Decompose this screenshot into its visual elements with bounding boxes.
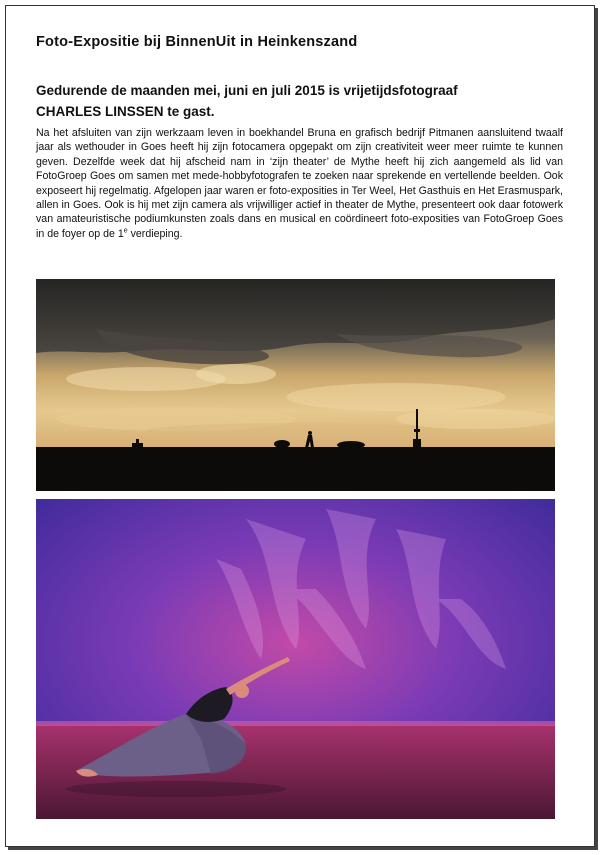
- body-superscript: e: [123, 227, 128, 235]
- page-title: Foto-Expositie bij BinnenUit in Heinkenszand: [36, 34, 358, 50]
- subheading-line-1: Gedurende de maanden mei, juni en juli 2015 is vrijetijdsfotograaf: [36, 83, 458, 98]
- landscape-image: [36, 279, 555, 491]
- body-paragraph: [36, 126, 563, 241]
- subheading: [36, 80, 556, 122]
- body-text-main: Na het afsluiten van zijn werkzaam leven in boekhandel Bruna en grafisch bedrijf Pitmanen aansluitend twaalf jaar als wethouder in Goes heeft hij zijn fotocamera opgepakt om zijn creativiteit weer meer ruimte te kunnen geven. Dezelfde week dat hij afscheid nam in ‘zijn theater’ de Mythe heeft hij zich aangemeld als lid van FotoGroep Goes om samen met mede-hobbyfotografen te zoeken naar sprekende en vertellende beelden. Ook exposeert hij regelmatig. Afgelopen jaar waren er foto-exposities in Ter Weel, Het Gasthuis en Het Erasmuspark, allen in Goes. Ook is hij met zijn camera als vrijwilliger actief in theater de Mythe, presenteert ook daar fotowerk van amateuristische podiumkunsten zoals dans en musical en coördineert foto-exposities van FotoGroep Goes in de foyer op de 1: [36, 127, 563, 240]
- dancer-photo: [36, 499, 555, 819]
- dancer-image: [36, 499, 555, 819]
- landscape-photo: [36, 279, 555, 491]
- body-text-end: verdieping.: [127, 227, 183, 240]
- subheading-line-2: CHARLES LINSSEN te gast.: [36, 104, 215, 119]
